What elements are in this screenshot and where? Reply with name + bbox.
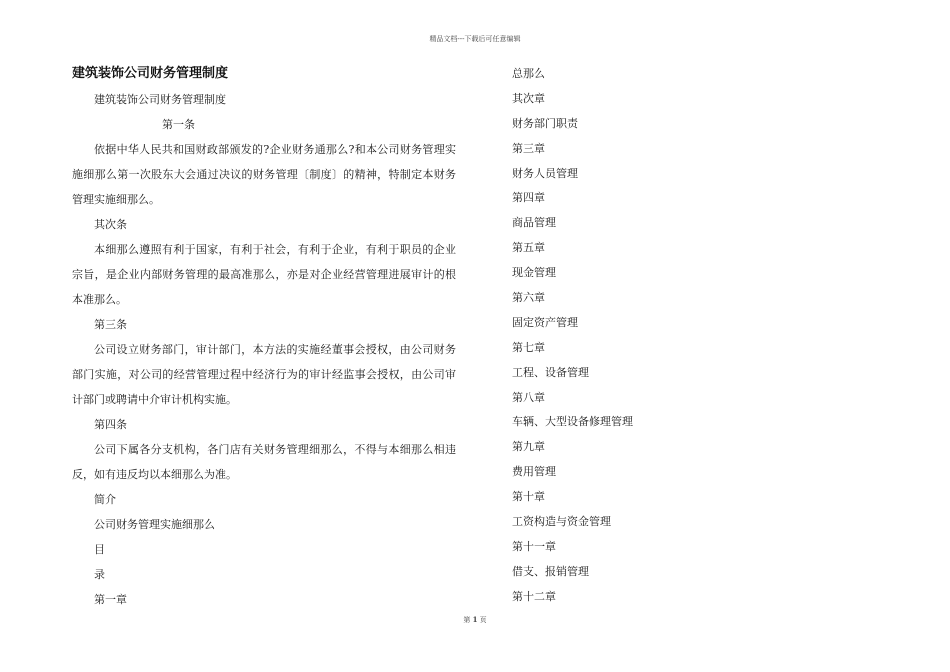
toc-item: 第八章: [512, 390, 545, 404]
toc-heading-mu: 目: [94, 543, 105, 556]
article-3-heading: 第三条: [94, 318, 127, 331]
document-title: 建筑装饰公司财务管理制度: [72, 66, 229, 81]
intro-title: 公司财务管理实施细那么: [94, 518, 215, 531]
article-4-body: 公司下属各分支机构，各门店有关财务管理细那么，不得与本细那么相违反，如有违反均以本细那么为准。: [72, 443, 456, 481]
page-header: 精品文档---下载后可任意编辑: [429, 35, 521, 43]
toc-item: 第十二章: [512, 589, 556, 603]
page-number: 1: [472, 615, 478, 624]
right-column: [512, 62, 812, 610]
document-subtitle: 建筑装饰公司财务管理制度: [94, 93, 226, 106]
page-footer: [0, 615, 950, 625]
toc-item: 第七章: [512, 340, 545, 354]
toc-item: 总那么: [512, 67, 545, 80]
left-column: [72, 64, 462, 612]
article-4-heading: 第四条: [94, 418, 127, 431]
article-1-heading: 第一条: [162, 118, 195, 131]
article-2-body: 本细那么遵照有利于国家，有利于社会，有利于企业，有利于职员的企业宗旨，是企业内部财务管理的最高准那么，亦是对企业经营管理进展审计的根本准那么。: [72, 243, 456, 306]
toc-heading-lu: 录: [94, 568, 105, 581]
toc-item: 第十章: [512, 490, 545, 504]
article-2-heading: 其次条: [94, 218, 127, 231]
toc-item: 现金管理: [512, 266, 556, 280]
toc-item: 第三章: [512, 141, 545, 155]
toc-item: 车辆、大型设备修理管理: [512, 415, 633, 429]
footer-prefix: 第: [463, 616, 471, 624]
toc-item: 商品管理: [512, 216, 556, 230]
toc-item: 财务人员管理: [512, 166, 578, 180]
toc-item: 财务部门职责: [512, 116, 578, 130]
toc-item: 固定资产管理: [512, 315, 578, 329]
toc-item: 第四章: [512, 191, 545, 205]
article-3-body: 公司设立财务部门，审计部门，本方法的实施经董事会授权，由公司财务部门实施，对公司的经营管理过程中经济行为的审计经监事会授权，由公司审计部门或聘请中介审计机构实施。: [72, 343, 456, 406]
toc-item: 工资构造与资金管理: [512, 515, 611, 529]
intro-heading: 简介: [94, 493, 116, 506]
toc-item: 第十一章: [512, 539, 556, 553]
toc-item: 第九章: [512, 440, 545, 454]
toc-item: 工程、设备管理: [512, 365, 589, 379]
chapter-1-heading: 第一章: [94, 593, 127, 606]
toc-item: 其次章: [512, 91, 545, 105]
toc-item: 借支、报销管理: [512, 564, 589, 578]
toc-item: 第六章: [512, 291, 545, 305]
article-1-body: 依据中华人民共和国财政部颁发的?企业财务通那么?和本公司财务管理实施细那么第一次股东大会通过决议的财务管理〔制度〕的精神，特制定本财务管理实施细那么。: [72, 143, 456, 206]
footer-suffix: 页: [479, 616, 487, 624]
toc-item: 第五章: [512, 241, 545, 255]
toc-item: 费用管理: [512, 465, 556, 479]
